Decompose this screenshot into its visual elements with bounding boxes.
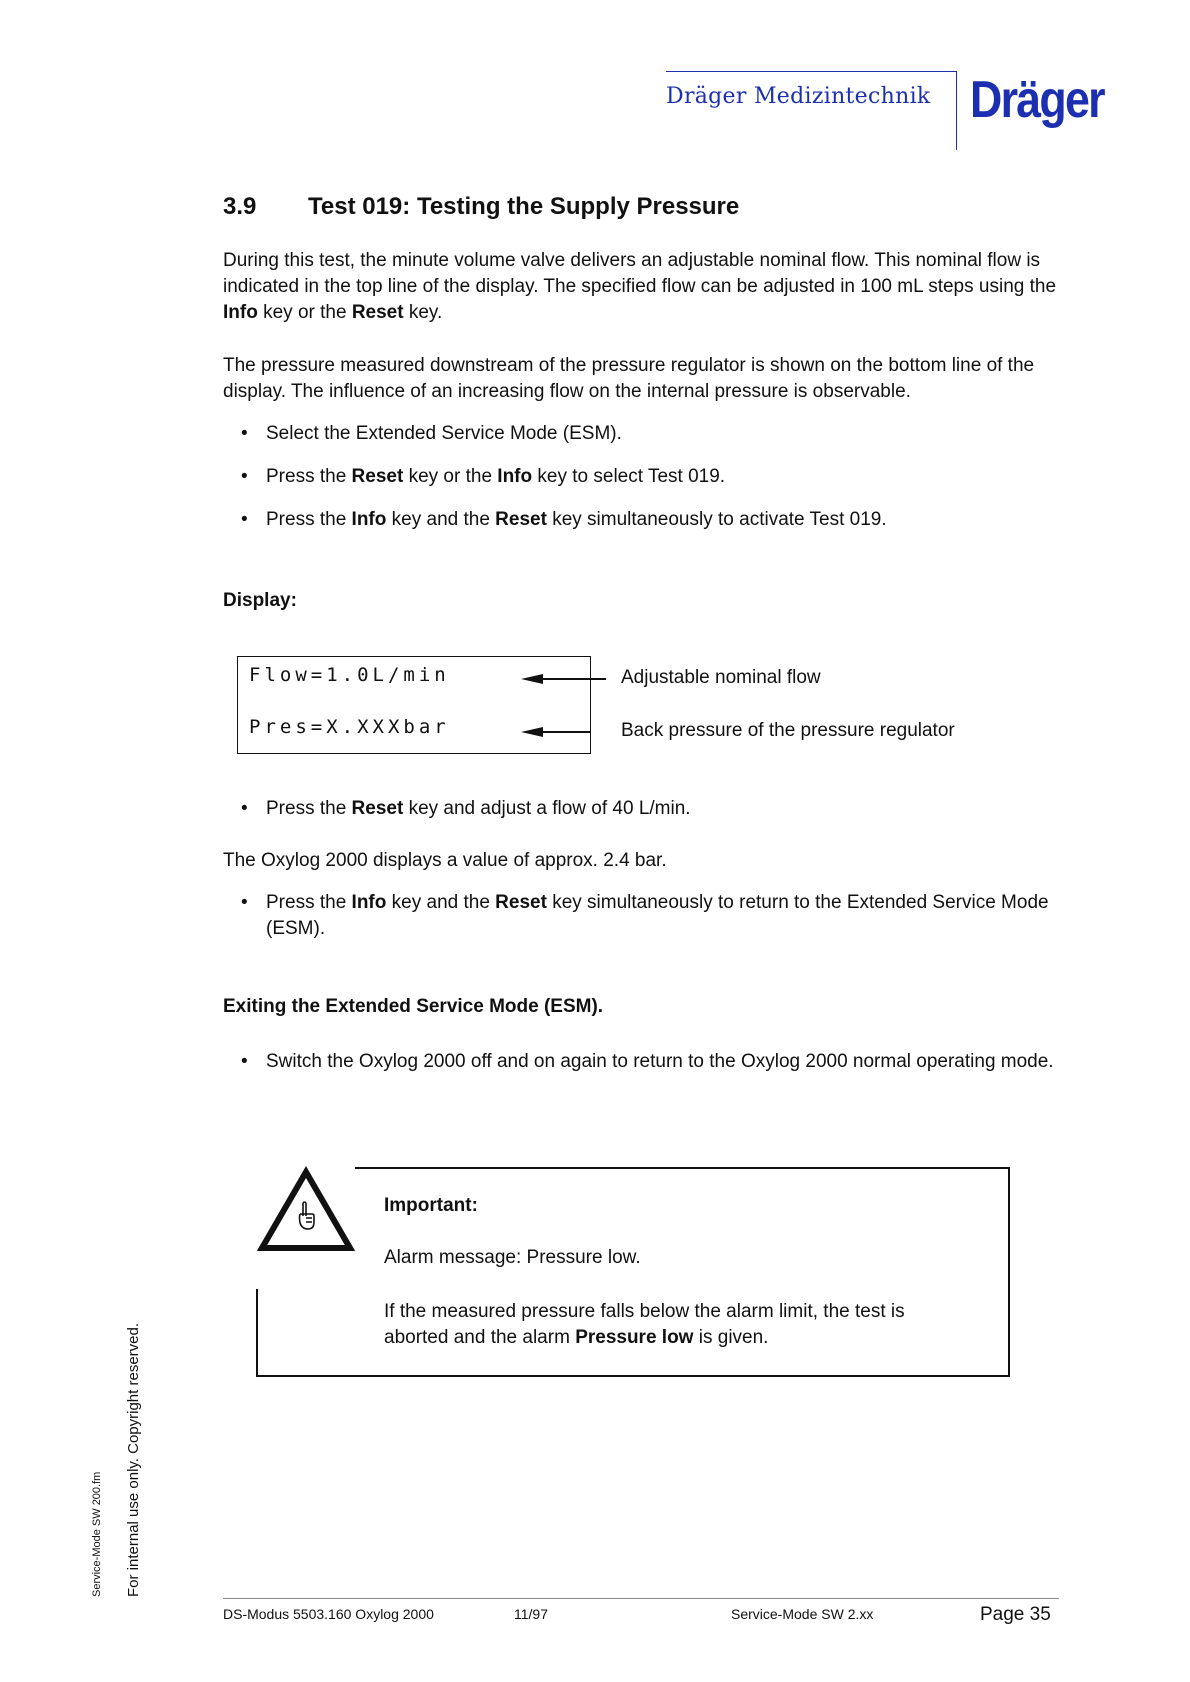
box-border-right — [1008, 1167, 1010, 1376]
bullet-icon: • — [241, 466, 248, 487]
box-border-top — [355, 1167, 1009, 1169]
lcd-line-1: Flow=1.0L/min — [249, 664, 450, 686]
draeger-logo: Dräger — [970, 71, 1104, 129]
display-heading: Display: — [223, 590, 297, 611]
label-back-pressure: Back pressure of the pressure regulator — [621, 720, 955, 741]
step-text: Press the Info key and the Reset key simultaneously to activate Test 019. — [266, 509, 887, 530]
company-name: Dräger Medizintechnik — [666, 84, 931, 109]
page-number: Page 35 — [980, 1604, 1051, 1625]
bullet-icon: • — [241, 1051, 248, 1072]
sidebar-copyright: For internal use only. Copyright reserved. — [125, 1322, 142, 1597]
exit-heading: Exiting the Extended Service Mode (ESM). — [223, 996, 604, 1017]
arrow-line — [540, 678, 606, 680]
footer-rule — [223, 1598, 1059, 1599]
header-rule-top — [666, 71, 956, 72]
section-title: Test 019: Testing the Supply Pressure — [308, 193, 740, 220]
step-text: Press the Reset key or the Info key to select Test 019. — [266, 466, 726, 487]
footer-doc: DS-Modus 5503.160 Oxylog 2000 — [223, 1606, 434, 1622]
footer-mode: Service-Mode SW 2.xx — [731, 1606, 874, 1622]
important-heading: Important: — [384, 1195, 478, 1216]
alarm-message: Alarm message: Pressure low. — [384, 1247, 641, 1268]
step-text: Switch the Oxylog 2000 off and on again to return to the Oxylog 2000 normal operating mode. — [266, 1051, 1054, 1072]
intro-paragraph-1: During this test, the minute volume valve delivers an adjustable nominal flow. This nominal flow is indicated in the top line of the display. The specified flow can be adjusted in 100 mL steps using the Info key or the Reset key. — [223, 250, 1057, 323]
step-text: Press the Info key and the Reset key simultaneously to return to the Extended Service Mode (ESM). — [266, 892, 1049, 939]
bullet-icon: • — [241, 509, 248, 530]
header-rule-vertical — [956, 71, 957, 150]
bullet-icon: • — [241, 423, 248, 444]
result-paragraph: The Oxylog 2000 displays a value of approx. 2.4 bar. — [223, 850, 667, 871]
sidebar-filename: Service-Mode SW 200.fm — [91, 1471, 103, 1597]
box-border-bottom — [256, 1375, 1010, 1377]
step-text: Press the Reset key and adjust a flow of 40 L/min. — [266, 798, 691, 819]
intro-paragraph-2: The pressure measured downstream of the pressure regulator is shown on the bottom line of the display. The influence of an increasing flow on the internal pressure is observable. — [223, 355, 1035, 402]
lcd-line-2: Pres=X.XXXbar — [249, 716, 450, 738]
footer-date: 11/97 — [514, 1606, 548, 1622]
pointing-hand-icon — [300, 1202, 315, 1229]
bullet-icon: • — [241, 798, 248, 819]
box-border-left — [256, 1289, 258, 1376]
label-nominal-flow: Adjustable nominal flow — [621, 667, 821, 688]
bullet-icon: • — [241, 892, 248, 913]
important-text: If the measured pressure falls below the alarm limit, the test is aborted and the alarm Pressure low is given. — [384, 1301, 905, 1348]
section-number: 3.9 — [223, 193, 257, 220]
step-text: Select the Extended Service Mode (ESM). — [266, 423, 622, 444]
warning-triangle-icon — [256, 1166, 356, 1254]
arrow-line — [540, 731, 590, 733]
